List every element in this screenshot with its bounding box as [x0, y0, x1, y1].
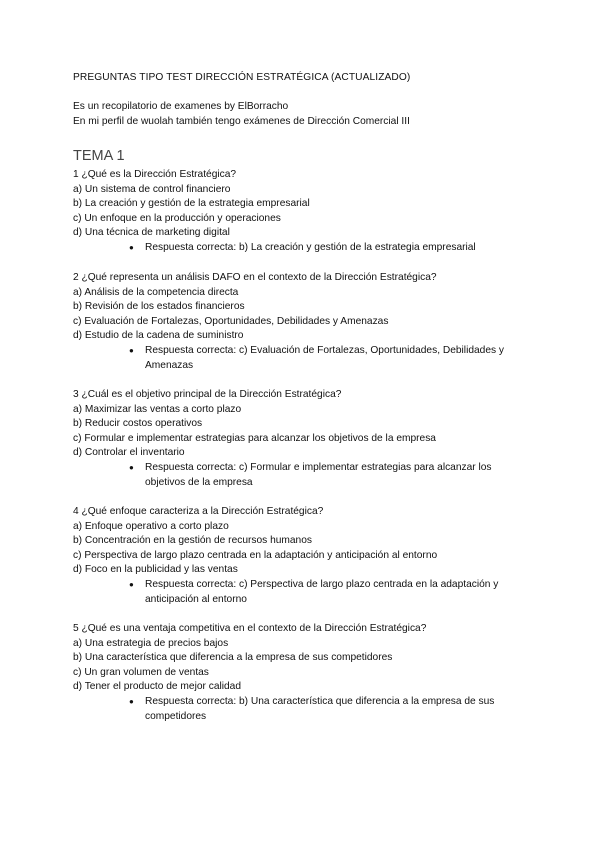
question-block-2: [73, 271, 583, 373]
question-block-3: [73, 388, 583, 490]
intro-block: [73, 100, 410, 129]
option-d: d) Tener el producto de mejor calidad: [73, 681, 242, 693]
option-b: b) La creación y gestión de la estrategia empresarial: [73, 198, 310, 210]
correct-answer: [73, 461, 525, 490]
intro-line-2: En mi perfil de wuolah también tengo exámenes de Dirección Comercial III: [73, 115, 410, 127]
correct-answer: [73, 241, 585, 256]
question-text: 2 ¿Qué representa un análisis DAFO en el contexto de la Dirección Estratégica?: [73, 272, 437, 283]
bullet-icon: ●: [129, 579, 134, 589]
option-b: b) Concentración en la gestión de recursos humanos: [73, 535, 312, 547]
option-a: a) Enfoque operativo a corto plazo: [73, 520, 229, 532]
option-c: c) Un enfoque en la producción y operaciones: [73, 212, 281, 224]
option-d: d) Controlar el inventario: [73, 447, 185, 459]
correct-answer-text: Respuesta correcta: b) Una característica que diferencia a la empresa de sus competidores: [145, 695, 495, 722]
question-text: 4 ¿Qué enfoque caracteriza a la Dirección Estratégica?: [73, 506, 324, 517]
question-text: 3 ¿Cuál es el objetivo principal de la Dirección Estratégica?: [73, 389, 342, 400]
correct-answer: [73, 578, 525, 607]
question-text: 1 ¿Qué es la Dirección Estratégica?: [73, 169, 237, 180]
option-b: b) Reducir costos operativos: [73, 418, 203, 430]
correct-answer-text: Respuesta correcta: c) Formular e implementar estrategias para alcanzar los objetivos de la empresa: [145, 461, 492, 488]
bullet-icon: ●: [129, 345, 134, 355]
option-b: b) Una característica que diferencia a la empresa de sus competidores: [73, 652, 393, 664]
correct-answer-text: Respuesta correcta: c) Evaluación de Fortalezas, Oportunidades, Debilidades y Amenazas: [145, 344, 505, 371]
correct-answer: [73, 344, 525, 373]
question-block-4: [73, 505, 583, 607]
option-a: a) Análisis de la competencia directa: [73, 286, 239, 298]
question-block-1: [73, 168, 583, 256]
option-c: c) Evaluación de Fortalezas, Oportunidades, Debilidades y Amenazas: [73, 315, 389, 327]
option-a: a) Maximizar las ventas a corto plazo: [73, 403, 242, 415]
option-d: d) Una técnica de marketing digital: [73, 227, 230, 239]
option-a: a) Un sistema de control financiero: [73, 183, 231, 195]
option-c: c) Formular e implementar estrategias para alcanzar los objetivos de la empresa: [73, 432, 436, 444]
option-c: c) Un gran volumen de ventas: [73, 666, 209, 678]
section-heading: TEMA 1: [73, 148, 125, 164]
correct-answer-text: Respuesta correcta: b) La creación y gestión de la estrategia empresarial: [145, 241, 476, 253]
question-text: 5 ¿Qué es una ventaja competitiva en el contexto de la Dirección Estratégica?: [73, 623, 427, 634]
question-block-5: [73, 622, 583, 724]
option-d: d) Estudio de la cadena de suministro: [73, 330, 244, 342]
option-b: b) Revisión de los estados financieros: [73, 301, 245, 313]
intro-line-1: Es un recopilatorio de examenes by ElBorracho: [73, 101, 289, 112]
bullet-icon: ●: [129, 462, 134, 472]
correct-answer: [73, 695, 525, 724]
document-title: PREGUNTAS TIPO TEST DIRECCIÓN ESTRATÉGICA (ACTUALIZADO): [73, 72, 411, 83]
correct-answer-text: Respuesta correcta: c) Perspectiva de largo plazo centrada en la adaptación y anticipación al entorno: [145, 578, 499, 605]
option-a: a) Una estrategia de precios bajos: [73, 637, 229, 649]
bullet-icon: ●: [129, 696, 134, 706]
option-c: c) Perspectiva de largo plazo centrada en la adaptación y anticipación al entorno: [73, 549, 438, 561]
bullet-icon: ●: [129, 242, 134, 252]
option-d: d) Foco en la publicidad y las ventas: [73, 564, 238, 576]
